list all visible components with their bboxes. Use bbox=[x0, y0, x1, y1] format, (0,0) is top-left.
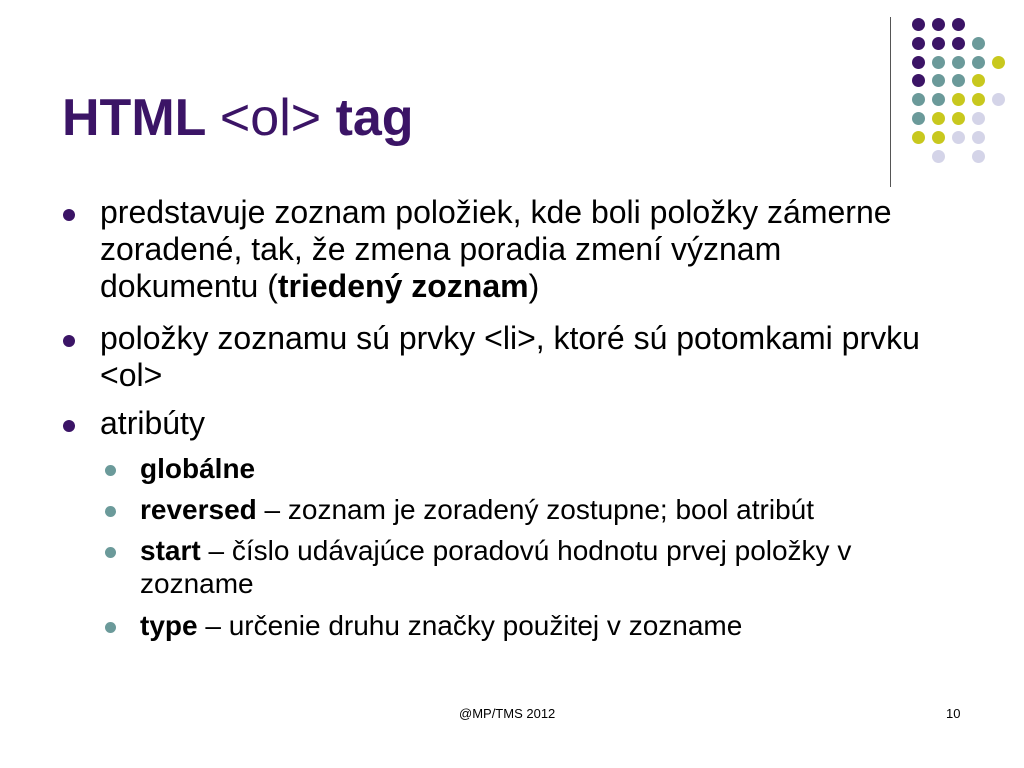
sub-3-bold: start bbox=[140, 535, 201, 566]
sub-bullet-dot bbox=[105, 465, 116, 476]
sub-1-bold: globálne bbox=[140, 453, 256, 484]
sub-bullet-1 bbox=[140, 452, 980, 485]
sub-bullet-dot bbox=[105, 547, 116, 558]
bullet-dot bbox=[63, 209, 75, 221]
sub-4-bold: type bbox=[140, 610, 198, 641]
sub-2-bold: reversed bbox=[140, 494, 257, 525]
bullet-1-bold: triedený zoznam bbox=[277, 268, 529, 304]
bullet-2-text: položky zoznamu sú prvky <li>, ktoré sú potomkami prvku <ol> bbox=[100, 320, 920, 393]
title-suffix: tag bbox=[321, 89, 414, 147]
footer-copyright: @MP/TMS 2012 bbox=[459, 706, 556, 721]
title-tag: <ol> bbox=[219, 89, 322, 147]
bullet-dot bbox=[63, 420, 75, 432]
bullet-1-end: ) bbox=[528, 268, 540, 304]
slide-number: 10 bbox=[946, 706, 961, 721]
title-prefix: HTML bbox=[62, 89, 220, 147]
bullet-item-3 bbox=[100, 405, 940, 442]
sub-3-text: – číslo udávajúce poradovú hodnotu prvej položky v zozname bbox=[140, 535, 852, 599]
bullet-item-1 bbox=[100, 194, 940, 305]
sub-bullet-dot bbox=[105, 622, 116, 633]
bullet-dot bbox=[63, 335, 75, 347]
sub-bullet-2 bbox=[140, 493, 980, 526]
sub-4-text: – určenie druhu značky použitej v zozname bbox=[197, 610, 743, 641]
bullet-item-2 bbox=[100, 320, 940, 394]
sub-bullet-4 bbox=[140, 609, 980, 642]
sub-2-text: – zoznam je zoradený zostupne; bool atribút bbox=[256, 494, 814, 525]
sub-bullet-dot bbox=[105, 506, 116, 517]
bullet-3-text: atribúty bbox=[100, 405, 205, 441]
sub-bullet-3 bbox=[140, 534, 880, 600]
bullet-1-text: predstavuje zoznam položiek, kde boli položky zámerne zoradené, tak, že zmena poradia zmení význam dokumentu ( bbox=[100, 194, 892, 304]
